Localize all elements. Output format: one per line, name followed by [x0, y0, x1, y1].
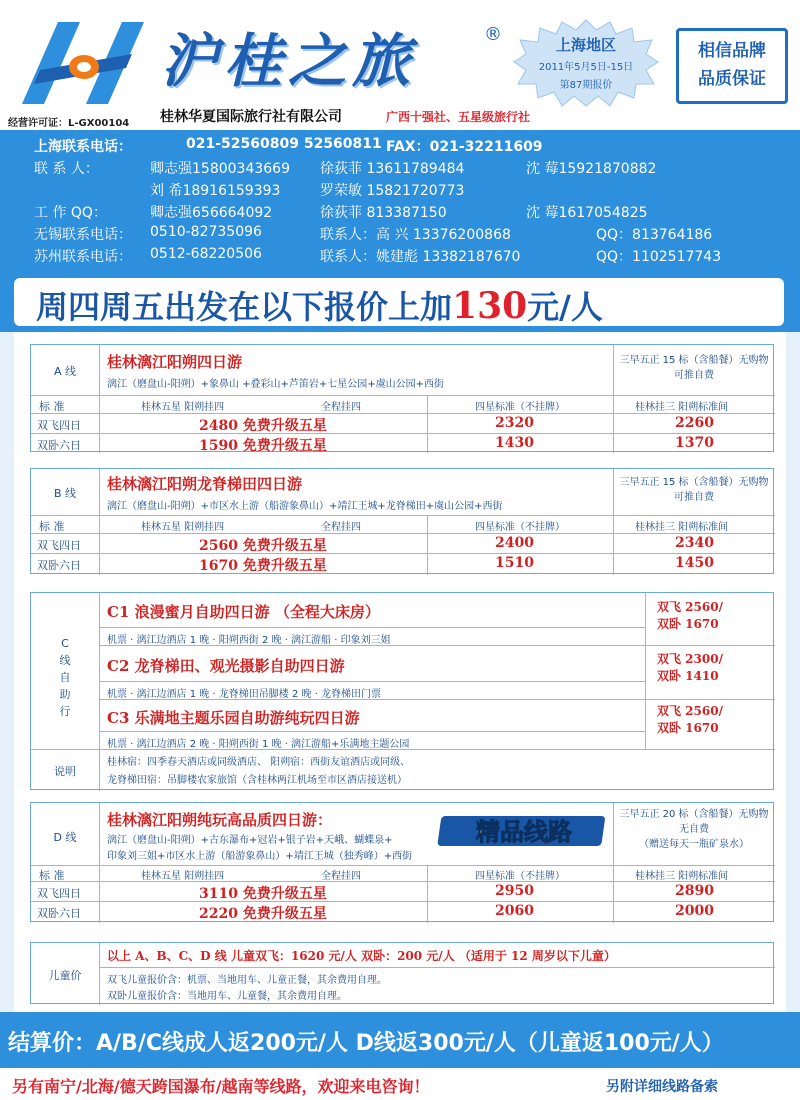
qq-number: 徐荻菲 813387150 — [320, 205, 447, 221]
premium-route-badge-icon — [434, 812, 614, 850]
tour-name: 桂林漓江阳朔纯玩高品质四日游： — [107, 811, 333, 829]
more-routes-text: 另有南宁/北海/德天跨国瀑布/越南等线路，欢迎来电咨询！ — [12, 1077, 430, 1096]
col-head-1: 桂林五星 阳朔挂四 — [141, 402, 225, 413]
price-four-star: 2400 — [495, 535, 534, 551]
explain-line-1: 桂林宿：四季春天酒店或同级酒店、 阳朔宿：西街友谊酒店或同级、 — [107, 757, 411, 768]
contact-label: 联 系 人： — [34, 161, 99, 177]
footer-bar — [0, 1066, 800, 1100]
surcharge-banner — [0, 270, 800, 332]
explain-line-2: 龙脊梯田宿：吊脚楼农家旅馆（含桂林两江机场至市区酒店接送机） — [107, 775, 407, 786]
registered-mark: ® — [484, 24, 502, 45]
company-slogan: 广西十强社、五星级旅行社 — [386, 110, 531, 124]
contact-label: 苏州联系电话： — [34, 249, 132, 265]
kids-note-2: 双卧儿童报价含：当地用车、儿童餐，其余费用自理。 — [107, 991, 347, 1002]
tour-note: 三早五正 15 标（含船餐）无购物 可推自费 — [619, 355, 769, 381]
company-name: 桂林华夏国际旅行社有限公司 — [160, 109, 342, 125]
col-head-4: 桂林挂三 阳朔标准间 — [635, 402, 729, 413]
kids-note-1: 双飞儿童报价含：机票、当地用车、儿童正餐，其余费用自理。 — [107, 975, 387, 986]
tour-description-c1: 机票 · 漓江边酒店 1 晚 · 阳朔西街 2 晚 · 漓江游船 · 印象刘三姐 — [107, 635, 391, 646]
col-head-3: 四星标准（不挂牌） — [475, 871, 565, 882]
brand-title: 沪桂之旅 — [160, 27, 417, 95]
price-c3: 双飞 2560/ 双卧 1670 — [657, 704, 723, 735]
price-four-star: 1510 — [495, 555, 534, 571]
line-d-table — [30, 802, 774, 922]
surcharge-suffix: 元/人 — [527, 288, 603, 326]
std-label: 标 准 — [39, 869, 65, 882]
price-three-star: 2340 — [675, 535, 714, 551]
contact-band — [0, 130, 800, 270]
line-c-table — [30, 592, 774, 790]
col-head-4: 桂林挂三 阳朔标准间 — [635, 522, 729, 533]
price-four-star: 1430 — [495, 435, 534, 451]
price-three-star: 2890 — [675, 883, 714, 899]
line-label: B 线 — [53, 487, 77, 500]
left-margin-bar — [0, 332, 14, 1012]
kids-label: 儿童价 — [48, 969, 82, 982]
price-c2: 双飞 2300/ 双卧 1410 — [657, 652, 723, 683]
line-label: C 线 自 助 行 — [59, 637, 71, 718]
qq-number: QQ：1102517743 — [596, 249, 722, 265]
price-five-star: 2560 免费升级五星 — [199, 538, 327, 554]
price-four-star: 2950 — [495, 883, 534, 899]
qq-number: 沈 莓1617054825 — [526, 205, 648, 221]
fax-number: FAX：021-32211609 — [386, 139, 543, 155]
contact-person: 徐荻菲 13611789484 — [320, 161, 465, 177]
contact-person: 联系人：姚建彪 13382187670 — [320, 249, 521, 265]
tour-note: 三早五正 20 标（含船餐）无购物 无自费 （赠送每天一瓶矿泉水） — [619, 809, 769, 850]
tour-description-1: 漓江（磨盘山-阳朔）+古东瀑布+冠岩+银子岩+天峨、蝴蝶泉+ — [107, 835, 393, 846]
kids-price-table — [30, 942, 774, 1004]
contact-label: 无锡联系电话： — [34, 227, 132, 243]
kids-main-price: 以上 A、B、C、D 线 儿童双飞：1620 元/人 双卧：200 元/人 （适用于 12 周岁以下儿童） — [107, 949, 616, 963]
issue-number: 第87期报价 — [559, 80, 613, 91]
contact-person: 罗荣敏 15821720773 — [320, 183, 465, 199]
phone-number: 0510-82735096 — [150, 224, 262, 240]
tour-description-c2: 机票 · 漓江边酒店 1 晚 · 龙脊梯田吊脚楼 2 晚 · 龙脊梯田门票 — [107, 689, 382, 700]
surcharge-amount: 130 — [452, 285, 528, 327]
phone-numbers: 021-52560809 52560811 — [186, 136, 382, 152]
promise-line-1: 相信品牌 — [698, 41, 766, 61]
header — [0, 0, 800, 132]
qq-number: 卿志强656664092 — [150, 205, 273, 221]
price-three-star: 1450 — [675, 555, 714, 571]
settlement-text: 结算价：A/B/C线成人返200元/人 D线返300元/人（儿童返100元/人） — [8, 1031, 724, 1056]
tour-name: 桂林漓江阳朔龙脊梯田四日游 — [107, 475, 303, 493]
explain-label: 说明 — [54, 765, 76, 778]
std-label: 标 准 — [39, 520, 65, 533]
banner-panel — [14, 278, 784, 326]
promise-line-2: 品质保证 — [698, 69, 766, 89]
quality-promise-badge — [676, 28, 788, 104]
company-logo-icon — [14, 18, 154, 108]
tour-name: 桂林漓江阳朔四日游 — [107, 353, 243, 371]
detail-note: 另附详细线路备索 — [606, 1079, 718, 1095]
surcharge-prefix: 周四周五出发在以下报价上加 — [36, 288, 453, 326]
tour-note: 三早五正 15 标（含船餐）无购物 可推自费 — [619, 477, 769, 503]
premium-route-text: 精品线路 — [476, 818, 572, 846]
tour-name-c1: C1 浪漫蜜月自助四日游 （全程大床房） — [107, 603, 380, 621]
col-head-2: 全程挂四 — [321, 871, 361, 882]
tour-name-c3: C3 乐满地主题乐园自助游纯玩四日游 — [107, 709, 360, 727]
phone-number: 0512-68220506 — [150, 246, 262, 262]
price-five-star: 2480 免费升级五星 — [199, 418, 327, 434]
line-b-table — [30, 468, 774, 574]
contact-person: 联系人：高 兴 13376200868 — [320, 227, 511, 243]
contact-person: 刘 希18916159393 — [150, 183, 281, 199]
price-four-star: 2060 — [495, 903, 534, 919]
qq-number: QQ：813764186 — [596, 227, 713, 243]
price-five-star: 1590 免费升级五星 — [199, 438, 327, 454]
contact-person: 卿志强15800343669 — [150, 161, 290, 177]
right-margin-bar — [786, 332, 800, 1012]
price-three-star: 1370 — [675, 435, 714, 451]
price-four-star: 2320 — [495, 415, 534, 431]
col-head-4: 桂林挂三 阳朔标准间 — [635, 871, 729, 882]
col-head-2: 全程挂四 — [321, 402, 361, 413]
tour-description: 漓江（磨盘山-阳朔）+象鼻山 +叠彩山+芦笛岩+七星公园+虞山公园+西街 — [107, 379, 445, 390]
tour-description: 漓江（磨盘山-阳朔）+市区水上游（船游象鼻山）+靖江王城+龙脊梯田+虞山公园+西街 — [107, 501, 503, 512]
price-five-star: 1670 免费升级五星 — [199, 558, 327, 574]
date-range: 2011年5月5日-15日 — [538, 62, 634, 73]
col-head-2: 全程挂四 — [321, 522, 361, 533]
col-head-3: 四星标准（不挂牌） — [475, 522, 565, 533]
row-label-train: 双卧六日 — [37, 559, 81, 572]
region-label: 上海地区 — [555, 36, 616, 54]
line-a-table — [30, 344, 774, 452]
line-label: D 线 — [53, 831, 77, 844]
price-three-star: 2260 — [675, 415, 714, 431]
settlement-bar — [0, 1012, 800, 1066]
col-head-1: 桂林五星 阳朔挂四 — [141, 871, 225, 882]
tour-name-c2: C2 龙脊梯田、观光摄影自助四日游 — [107, 657, 345, 675]
price-c1: 双飞 2560/ 双卧 1670 — [657, 600, 723, 631]
tour-description-c3: 机票 · 漓江边酒店 2 晚 · 阳朔西街 1 晚 · 漓江游船+乐满地主题公园 — [107, 739, 410, 750]
price-five-star: 3110 免费升级五星 — [199, 886, 327, 902]
std-label: 标 准 — [39, 400, 65, 413]
row-label-train: 双卧六日 — [37, 907, 81, 920]
row-label-fly: 双飞四日 — [37, 887, 81, 900]
surcharge-text — [36, 282, 603, 328]
col-head-3: 四星标准（不挂牌） — [475, 402, 565, 413]
row-label-train: 双卧六日 — [37, 439, 81, 452]
line-label: A 线 — [53, 365, 77, 378]
price-three-star: 2000 — [675, 903, 714, 919]
contact-person: 沈 莓15921870882 — [526, 161, 657, 177]
contact-label: 上海联系电话： — [34, 139, 132, 155]
contact-label: 工 作 QQ： — [34, 205, 107, 221]
row-label-fly: 双飞四日 — [37, 539, 81, 552]
price-five-star: 2220 免费升级五星 — [199, 906, 327, 922]
tour-description-2: 印象刘三姐+市区水上游（船游象鼻山）+靖江王城（独秀峰）+西街 — [107, 851, 413, 862]
row-label-fly: 双飞四日 — [37, 419, 81, 432]
license-number: 经营许可证：L-GX00104 — [8, 118, 130, 129]
col-head-1: 桂林五星 阳朔挂四 — [141, 522, 225, 533]
